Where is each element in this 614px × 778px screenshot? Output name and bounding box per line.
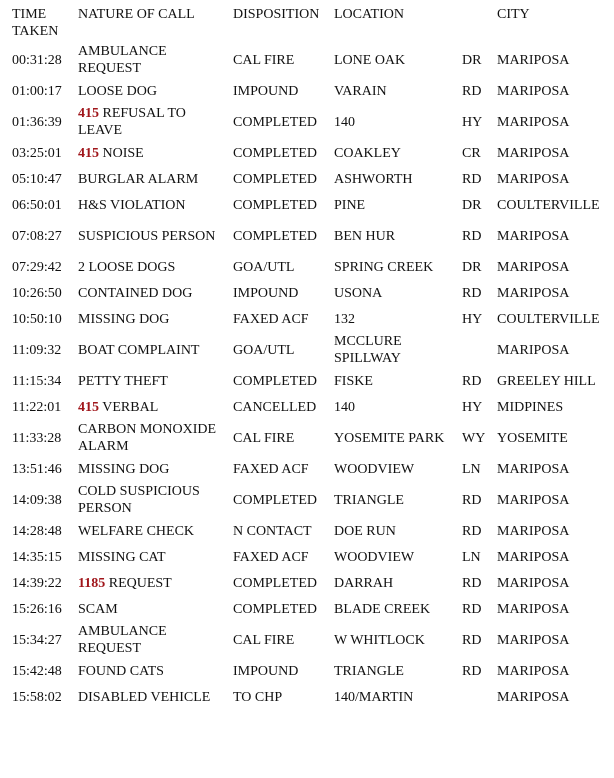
table-row — [0, 456, 614, 482]
cell-location: DOE RUN — [334, 523, 396, 539]
cell-time: 11:33:28 — [12, 430, 62, 446]
cell-location: WOODVIEW — [334, 549, 415, 565]
cell-time: 15:34:27 — [12, 632, 62, 648]
cell-time: 01:00:17 — [12, 83, 62, 99]
table-row — [0, 42, 614, 78]
cell-nature — [78, 254, 233, 280]
cell-street-suffix: DR — [462, 259, 482, 275]
table-row — [0, 78, 614, 104]
cell-nature — [78, 78, 233, 104]
cell-city: MARIPOSA — [497, 285, 570, 301]
cell-city: MARIPOSA — [497, 575, 570, 591]
cell-time: 11:09:32 — [12, 342, 62, 358]
cell-nature — [78, 570, 233, 596]
table-row — [0, 596, 614, 622]
cell-city: YOSEMITE — [497, 430, 568, 446]
nature-text: AMBULANCE REQUEST — [78, 624, 167, 656]
cell-disposition: IMPOUND — [233, 83, 299, 99]
col-header-disposition: DISPOSITION — [233, 7, 320, 22]
cell-street-suffix: RD — [462, 373, 482, 389]
cell-nature — [78, 368, 233, 394]
cell-street-suffix: RD — [462, 601, 482, 617]
table-row — [0, 166, 614, 192]
cell-nature — [78, 622, 233, 658]
nature-text: COLD SUSPICIOUS PERSON — [78, 484, 200, 516]
cell-street-suffix: DR — [462, 52, 482, 68]
cell-street-suffix: HY — [462, 399, 483, 415]
cell-nature — [78, 658, 233, 684]
cell-time: 13:51:46 — [12, 461, 62, 477]
cell-street-suffix: RD — [462, 632, 482, 648]
cell-time: 11:22:01 — [12, 399, 62, 415]
cell-nature — [78, 456, 233, 482]
table-row — [0, 544, 614, 570]
nature-text: REQUEST — [108, 575, 172, 591]
table-row — [0, 104, 614, 140]
nature-text: BOAT COMPLAINT — [78, 342, 200, 358]
cell-location: BEN HUR — [334, 228, 396, 244]
col-header-suffix — [462, 0, 497, 42]
cell-disposition: CAL FIRE — [233, 52, 295, 68]
cell-time: 14:28:48 — [12, 523, 62, 539]
cell-time: 07:29:42 — [12, 259, 62, 275]
cell-city: MARIPOSA — [497, 663, 570, 679]
cell-street-suffix: CR — [462, 145, 481, 161]
cell-city: MARIPOSA — [497, 461, 570, 477]
cell-location: 140/MARTIN — [334, 689, 414, 705]
cell-nature — [78, 42, 233, 78]
cell-location: LONE OAK — [334, 52, 406, 68]
nature-text: CONTAINED DOG — [78, 285, 193, 301]
cell-location: TRIANGLE — [334, 492, 404, 508]
cell-street-suffix: HY — [462, 114, 483, 130]
cell-city: MIDPINES — [497, 399, 564, 415]
cell-street-suffix: RD — [462, 171, 482, 187]
table-row — [0, 518, 614, 544]
cell-city: MARIPOSA — [497, 632, 570, 648]
penal-code: 1185 — [78, 575, 106, 591]
table-row — [0, 394, 614, 420]
cell-city: MARIPOSA — [497, 523, 570, 539]
cell-disposition: COMPLETED — [233, 575, 317, 591]
cell-time: 03:25:01 — [12, 145, 62, 161]
cell-location: DARRAH — [334, 575, 394, 591]
table-row — [0, 306, 614, 332]
cell-city: MARIPOSA — [497, 52, 570, 68]
cell-location: PINE — [334, 197, 366, 213]
cell-disposition: GOA/UTL — [233, 259, 295, 275]
cell-disposition: CAL FIRE — [233, 632, 295, 648]
nature-text: H&S VIOLATION — [78, 197, 186, 213]
cell-time: 10:26:50 — [12, 285, 62, 301]
table-row — [0, 140, 614, 166]
cell-location: W WHITLOCK — [334, 632, 425, 648]
cell-disposition: IMPOUND — [233, 285, 299, 301]
cell-nature — [78, 420, 233, 456]
cell-city: MARIPOSA — [497, 342, 570, 358]
cell-nature — [78, 218, 233, 254]
cell-disposition: TO CHP — [233, 689, 283, 705]
cell-location: COAKLEY — [334, 145, 401, 161]
table-row — [0, 482, 614, 518]
cell-location: MCCLURE SPILLWAY — [334, 334, 402, 366]
cell-time: 06:50:01 — [12, 197, 62, 213]
cell-time: 00:31:28 — [12, 52, 62, 68]
table-row — [0, 658, 614, 684]
table-row — [0, 254, 614, 280]
nature-text: REFUSAL TO LEAVE — [78, 106, 186, 138]
cell-street-suffix — [462, 684, 497, 710]
nature-text: SUSPICIOUS PERSON — [78, 228, 216, 244]
cell-nature — [78, 482, 233, 518]
nature-text: WELFARE CHECK — [78, 523, 195, 539]
cell-disposition: COMPLETED — [233, 373, 317, 389]
cell-city: MARIPOSA — [497, 114, 570, 130]
cell-time: 15:26:16 — [12, 601, 62, 617]
cell-location: TRIANGLE — [334, 663, 404, 679]
cell-nature — [78, 280, 233, 306]
cell-city: MARIPOSA — [497, 259, 570, 275]
cell-disposition: COMPLETED — [233, 145, 317, 161]
table-row — [0, 332, 614, 368]
cell-disposition: GOA/UTL — [233, 342, 295, 358]
nature-text: MISSING DOG — [78, 311, 170, 327]
cell-time: 01:36:39 — [12, 114, 62, 130]
cell-street-suffix: RD — [462, 492, 482, 508]
header-row — [0, 0, 614, 42]
nature-text: CARBON MONOXIDE ALARM — [78, 422, 217, 454]
cell-street-suffix: RD — [462, 228, 482, 244]
cell-street-suffix: RD — [462, 83, 482, 99]
call-log-rows — [0, 42, 614, 710]
table-row — [0, 218, 614, 254]
cell-location: USONA — [334, 285, 383, 301]
cell-disposition: COMPLETED — [233, 228, 317, 244]
cell-nature — [78, 140, 233, 166]
cell-street-suffix: WY — [462, 430, 486, 446]
penal-code: 415 — [78, 106, 99, 121]
cell-time: 14:09:38 — [12, 492, 62, 508]
cell-street-suffix: LN — [462, 461, 481, 477]
nature-text: DISABLED VEHICLE — [78, 689, 211, 705]
cell-disposition: COMPLETED — [233, 197, 317, 213]
cell-city: MARIPOSA — [497, 601, 570, 617]
cell-location: VARAIN — [334, 83, 387, 99]
col-header-city: CITY — [497, 7, 530, 22]
col-header-location: LOCATION — [334, 7, 404, 22]
table-row — [0, 192, 614, 218]
cell-nature — [78, 394, 233, 420]
cell-time: 15:58:02 — [12, 689, 62, 705]
cell-time: 14:35:15 — [12, 549, 62, 565]
cell-nature — [78, 596, 233, 622]
nature-text: SCAM — [78, 601, 118, 617]
cell-nature — [78, 518, 233, 544]
cell-street-suffix: RD — [462, 523, 482, 539]
cell-city: MARIPOSA — [497, 83, 570, 99]
cell-location: 140 — [334, 114, 355, 130]
cell-disposition: COMPLETED — [233, 601, 317, 617]
cell-nature — [78, 166, 233, 192]
nature-text: PETTY THEFT — [78, 373, 168, 389]
table-row — [0, 368, 614, 394]
cell-location: BLADE CREEK — [334, 601, 431, 617]
table-row — [0, 420, 614, 456]
cell-location: FISKE — [334, 373, 373, 389]
table-row — [0, 684, 614, 710]
cell-nature — [78, 544, 233, 570]
cell-disposition: COMPLETED — [233, 171, 317, 187]
col-header-time: TIME TAKEN — [12, 7, 59, 39]
cell-location: WOODVIEW — [334, 461, 415, 477]
cell-nature — [78, 192, 233, 218]
cell-street-suffix — [462, 332, 497, 368]
cell-disposition: FAXED ACF — [233, 461, 309, 477]
cell-street-suffix: DR — [462, 197, 482, 213]
cell-time: 15:42:48 — [12, 663, 62, 679]
cell-disposition: N CONTACT — [233, 523, 312, 539]
cell-disposition: FAXED ACF — [233, 311, 309, 327]
cell-disposition: COMPLETED — [233, 114, 317, 130]
cell-city: COULTERVILLE — [497, 197, 600, 213]
cell-nature — [78, 684, 233, 710]
nature-text: 2 LOOSE DOGS — [78, 259, 176, 275]
nature-text: NOISE — [102, 145, 144, 161]
cell-disposition: COMPLETED — [233, 492, 317, 508]
cell-time: 10:50:10 — [12, 311, 62, 327]
col-header-nature: NATURE OF CALL — [78, 7, 195, 22]
cell-street-suffix: RD — [462, 663, 482, 679]
cell-nature — [78, 104, 233, 140]
cell-location: ASHWORTH — [334, 171, 413, 187]
cell-time: 11:15:34 — [12, 373, 62, 389]
cell-city: COULTERVILLE — [497, 311, 600, 327]
cell-location: 140 — [334, 399, 355, 415]
nature-text: VERBAL — [102, 399, 159, 415]
cell-time: 05:10:47 — [12, 171, 62, 187]
cell-city: MARIPOSA — [497, 228, 570, 244]
nature-text: FOUND CATS — [78, 663, 164, 679]
cell-location: YOSEMITE PARK — [334, 430, 445, 446]
table-row — [0, 622, 614, 658]
cell-street-suffix: LN — [462, 549, 481, 565]
cell-time: 07:08:27 — [12, 228, 62, 244]
cell-city: MARIPOSA — [497, 145, 570, 161]
cell-location: 132 — [334, 311, 355, 327]
cell-city: MARIPOSA — [497, 492, 570, 508]
cell-disposition: FAXED ACF — [233, 549, 309, 565]
cell-disposition: CAL FIRE — [233, 430, 295, 446]
cell-nature — [78, 306, 233, 332]
cell-nature — [78, 332, 233, 368]
cell-city: MARIPOSA — [497, 549, 570, 565]
penal-code: 415 — [78, 145, 99, 161]
table-row — [0, 570, 614, 596]
nature-text: MISSING CAT — [78, 549, 166, 565]
nature-text: LOOSE DOG — [78, 83, 157, 99]
cell-city: MARIPOSA — [497, 689, 570, 705]
cell-disposition: IMPOUND — [233, 663, 299, 679]
cell-street-suffix: RD — [462, 575, 482, 591]
penal-code: 415 — [78, 399, 99, 415]
cell-street-suffix: RD — [462, 285, 482, 301]
nature-text: AMBULANCE REQUEST — [78, 44, 167, 76]
nature-text: BURGLAR ALARM — [78, 171, 199, 187]
table-row — [0, 280, 614, 306]
cell-time: 14:39:22 — [12, 575, 62, 591]
cell-disposition: CANCELLED — [233, 399, 317, 415]
nature-text: MISSING DOG — [78, 461, 170, 477]
cell-city: MARIPOSA — [497, 171, 570, 187]
cell-street-suffix: HY — [462, 311, 483, 327]
cell-location: SPRING CREEK — [334, 259, 434, 275]
cell-city: GREELEY HILL — [497, 373, 596, 389]
